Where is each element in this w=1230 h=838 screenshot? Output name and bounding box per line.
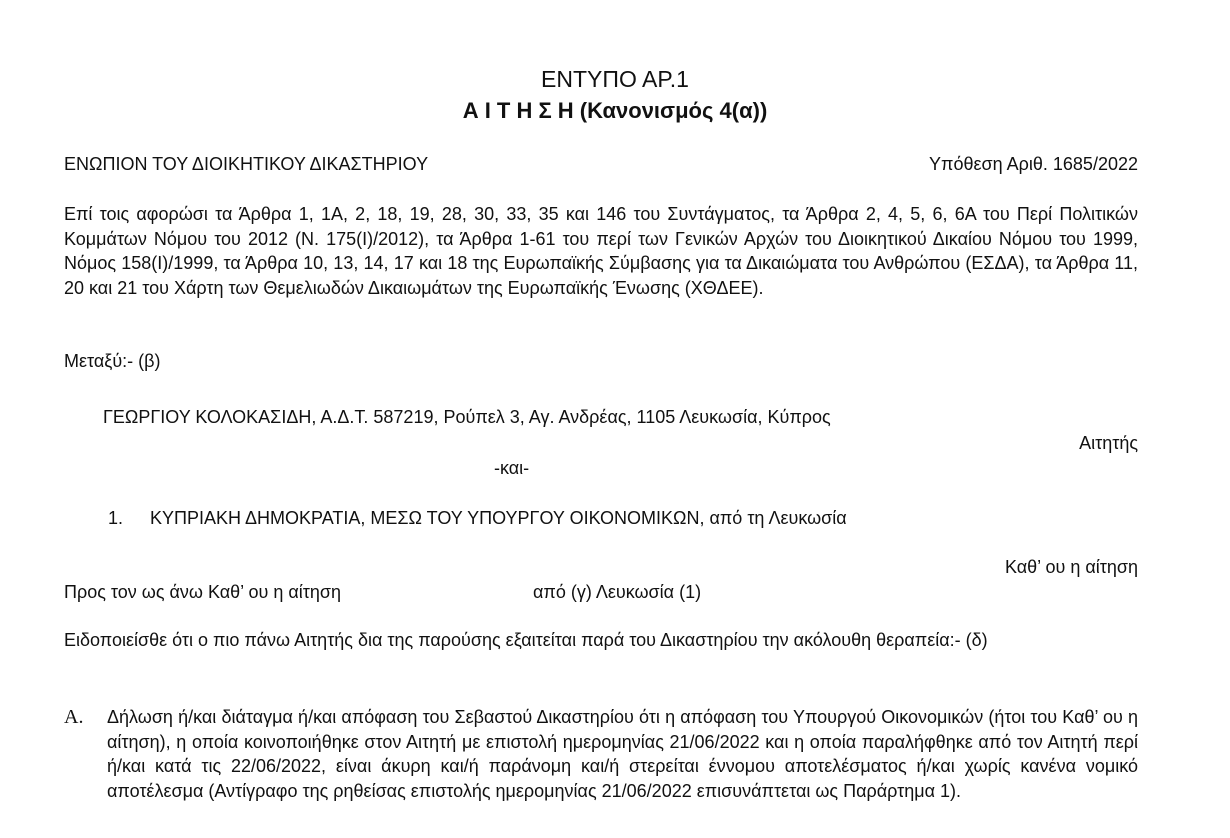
between-label: Μεταξύ:- (β)	[64, 351, 161, 371]
relief-item-letter: Α.	[64, 706, 84, 728]
relief-item-text: Δήλωση ή/και διάταγμα ή/και απόφαση του Σεβαστού Δικαστηρίου ότι η απόφαση του Υπουργού Οικονομικών (ήτοι του Καθ’ ου η αίτηση), η οποία κοινοποιήθηκε στον Αιτητή με επιστολή ημερομηνίας 21/06/2022 και η οποία παραλήφθηκε από τον Αιτητή περί ή/και κατά τις 22/06/2022, είναι άκυρη και/ή παράνομη και/ή στερείται έννομου αποτελέσματος ή/και χωρίς κανένα νομικό αποτέλεσμα (Αντίγραφο της ρηθείσας επιστολής ημερομηνίας 21/06/2022 επισυνάπτεται ως Παράρτημα 1).	[107, 707, 1138, 801]
addressee-place: από (γ) Λευκωσία (1)	[533, 582, 702, 602]
respondent-details: ΚΥΠΡΙΑΚΗ ΔΗΜΟΚΡΑΤΙΑ, ΜΕΣΩ ΤΟΥ ΥΠΟΥΡΓΟΥ ΟΙΚΟΝΟΜΙΚΩΝ, από τη Λευκωσία	[150, 508, 847, 528]
form-title: Α Ι Τ Η Σ Η (Κανονισμός 4(α))	[462, 98, 768, 123]
addressee-label: Προς τον ως άνω Καθ’ ου η αίτηση	[64, 582, 342, 602]
case-number: Υπόθεση Αριθ. 1685/2022	[929, 154, 1138, 174]
legal-basis-paragraph: Επί τοις αφορώσι τα Άρθρα 1, 1Α, 2, 18, 19, 28, 30, 33, 35 και 146 του Συντάγματος, τα Άρθρα 2, 4, 5, 6, 6Α του Περί Πολιτικών Κομμάτων Νόμου του 2012 (Ν. 175(Ι)/2012), τα Άρθρα 1-61 του περί των Γενικών Αρχών του Διοικητικού Δικαίου Νόμου του 1999, Νόμος 158(Ι)/1999, τα Άρθρα 10, 13, 14, 17 και 18 της Ευρωπαϊκής Σύμβασης για τα Δικαιώματα του Ανθρώπου (ΕΣΔΑ), τα Άρθρα 11, 20 και 21 του Χάρτη των Θεμελιωδών Δικαιωμάτων της Ευρωπαϊκής Ένωσης (ΧΘΔΕΕ).	[64, 204, 1138, 298]
and-separator: -και-	[494, 458, 530, 478]
respondent-role: Καθ’ ου η αίτηση	[1004, 557, 1138, 577]
applicant-details: ΓΕΩΡΓΙΟΥ ΚΟΛΟΚΑΣΙΔΗ, Α.Δ.Τ. 587219, Ρούπελ 3, Αγ. Ανδρέας, 1105 Λευκωσία, Κύπρος	[103, 407, 831, 427]
notice-paragraph: Ειδοποιείσθε ότι ο πιο πάνω Αιτητής δια της παρούσης εξαιτείται παρά του Δικαστηρίου την ακόλουθη θεραπεία:- (δ)	[64, 630, 988, 650]
form-number: ΕΝΤΥΠΟ ΑΡ.1	[541, 66, 689, 92]
court-name: ΕΝΩΠΙΟΝ ΤΟΥ ΔΙΟΙΚΗΤΙΚΟΥ ΔΙΚΑΣΤΗΡΙΟΥ	[64, 154, 429, 174]
respondent-number: 1.	[108, 508, 124, 528]
applicant-role: Αιτητής	[1079, 433, 1138, 453]
